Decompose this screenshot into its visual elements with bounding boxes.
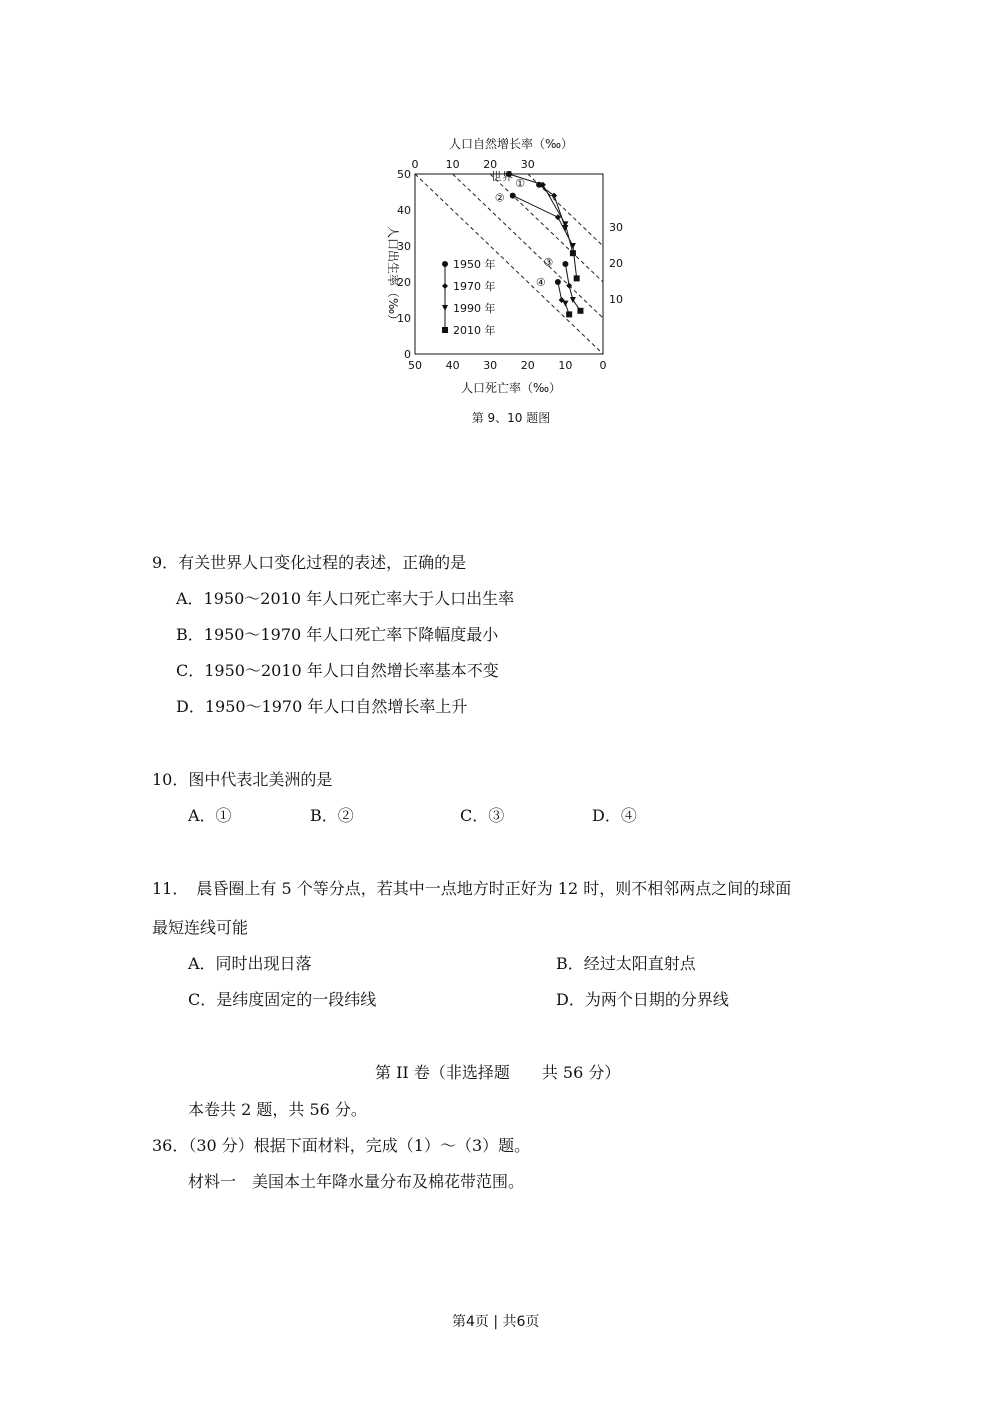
question-11-option-b: B．经过太阳直射点 (556, 954, 696, 973)
series-label: ③ (543, 256, 554, 269)
series-line-3 (565, 264, 580, 311)
question-11-stem-line1: 11． 晨昏圈上有 5 个等分点，若其中一点地方时正好为 12 时，则不相邻两点之间的球面 (152, 879, 792, 898)
marker-2010 (442, 327, 448, 333)
question-9-option-a: A．1950～2010 年人口死亡率大于人口出生率 (176, 589, 515, 608)
question-9-option-b: B．1950～1970 年人口死亡率下降幅度最小 (176, 625, 499, 644)
iso-growth-line-10 (453, 174, 603, 318)
question-10-option-a: A．① (188, 806, 232, 825)
x-tick-label: 30 (483, 359, 498, 372)
diagonal-label: 20 (609, 257, 623, 271)
x-tick-label: 50 (408, 359, 422, 372)
marker-1990 (562, 301, 568, 307)
question-11-stem-line2: 最短连线可能 (152, 918, 249, 937)
question-10-option-b: B．② (310, 806, 354, 825)
question-10-option-c: C．③ (460, 806, 505, 825)
question-11-option-d: D．为两个日期的分界线 (556, 990, 729, 1009)
question-9-stem: 9．有关世界人口变化过程的表述，正确的是 (152, 553, 467, 572)
series-label: ② (494, 191, 505, 205)
x-tick-label: 40 (445, 359, 460, 372)
marker-2010 (574, 275, 580, 281)
question-9-option-c: C．1950～2010 年人口自然增长率基本不变 (176, 661, 499, 680)
marker-2010 (566, 311, 572, 317)
marker-1970 (442, 283, 448, 289)
legend-label: 1970 年 (453, 280, 496, 293)
section-2-intro: 本卷共 2 题，共 56 分。 (188, 1100, 367, 1119)
population-chart (386, 128, 635, 425)
marker-1950 (536, 182, 542, 188)
y-tick-label: 50 (397, 168, 411, 181)
question-9-option-d: D．1950～1970 年人口自然增长率上升 (176, 697, 468, 716)
marker-1950 (555, 279, 561, 285)
series-label: 世界 (491, 170, 513, 183)
y-axis-title: 人口出生率（‰） (386, 225, 400, 327)
diagonal-label: 10 (609, 293, 623, 307)
marker-1990 (442, 305, 448, 311)
top-tick-label: 30 (520, 158, 535, 171)
question-10-option-d: D．④ (592, 806, 637, 825)
legend-label: 2010 年 (453, 324, 496, 337)
question-11-option-a: A．同时出现日落 (188, 954, 312, 973)
top-axis-title: 人口自然增长率（‰） (448, 137, 574, 151)
marker-1950 (442, 261, 448, 267)
legend-label: 1990 年 (453, 302, 496, 315)
x-tick-label: 10 (558, 359, 573, 372)
marker-1950 (510, 193, 516, 199)
series-label: ① (515, 176, 525, 190)
y-tick-label: 30 (397, 240, 411, 253)
marker-1950 (562, 261, 568, 267)
x-tick-label: 0 (599, 359, 607, 372)
chart-svg (386, 128, 635, 425)
legend-label: 1950 年 (453, 258, 496, 271)
x-tick-label: 20 (520, 359, 535, 372)
marker-2010 (577, 308, 583, 314)
top-tick-label: 20 (483, 158, 498, 171)
top-tick-label: 10 (445, 158, 460, 171)
x-axis-title: 人口死亡率（‰） (460, 381, 562, 395)
top-tick-label: 0 (411, 158, 419, 171)
section-2-title: 第 II 卷（非选择题 共 56 分） (375, 1063, 621, 1082)
material-1: 材料一 美国本土年降水量分布及棉花带范围。 (188, 1172, 525, 1191)
y-tick-label: 10 (397, 312, 411, 325)
page-footer: 第4页 | 共6页 (452, 1314, 540, 1330)
y-tick-label: 20 (397, 276, 411, 289)
series-label: ④ (535, 276, 546, 289)
question-10-stem: 10．图中代表北美洲的是 (152, 770, 333, 789)
diagonal-label: 30 (609, 221, 623, 235)
chart-caption: 第 9、10 题图 (471, 411, 551, 425)
question-36-stem: 36．（30 分）根据下面材料，完成（1）～（3）题。 (152, 1136, 531, 1155)
marker-1990 (570, 297, 576, 303)
question-11-option-c: C．是纬度固定的一段纬线 (188, 990, 377, 1009)
series-line-1 (539, 185, 565, 228)
y-tick-label: 0 (404, 348, 411, 361)
y-tick-label: 40 (397, 204, 411, 217)
marker-2010 (570, 250, 576, 256)
